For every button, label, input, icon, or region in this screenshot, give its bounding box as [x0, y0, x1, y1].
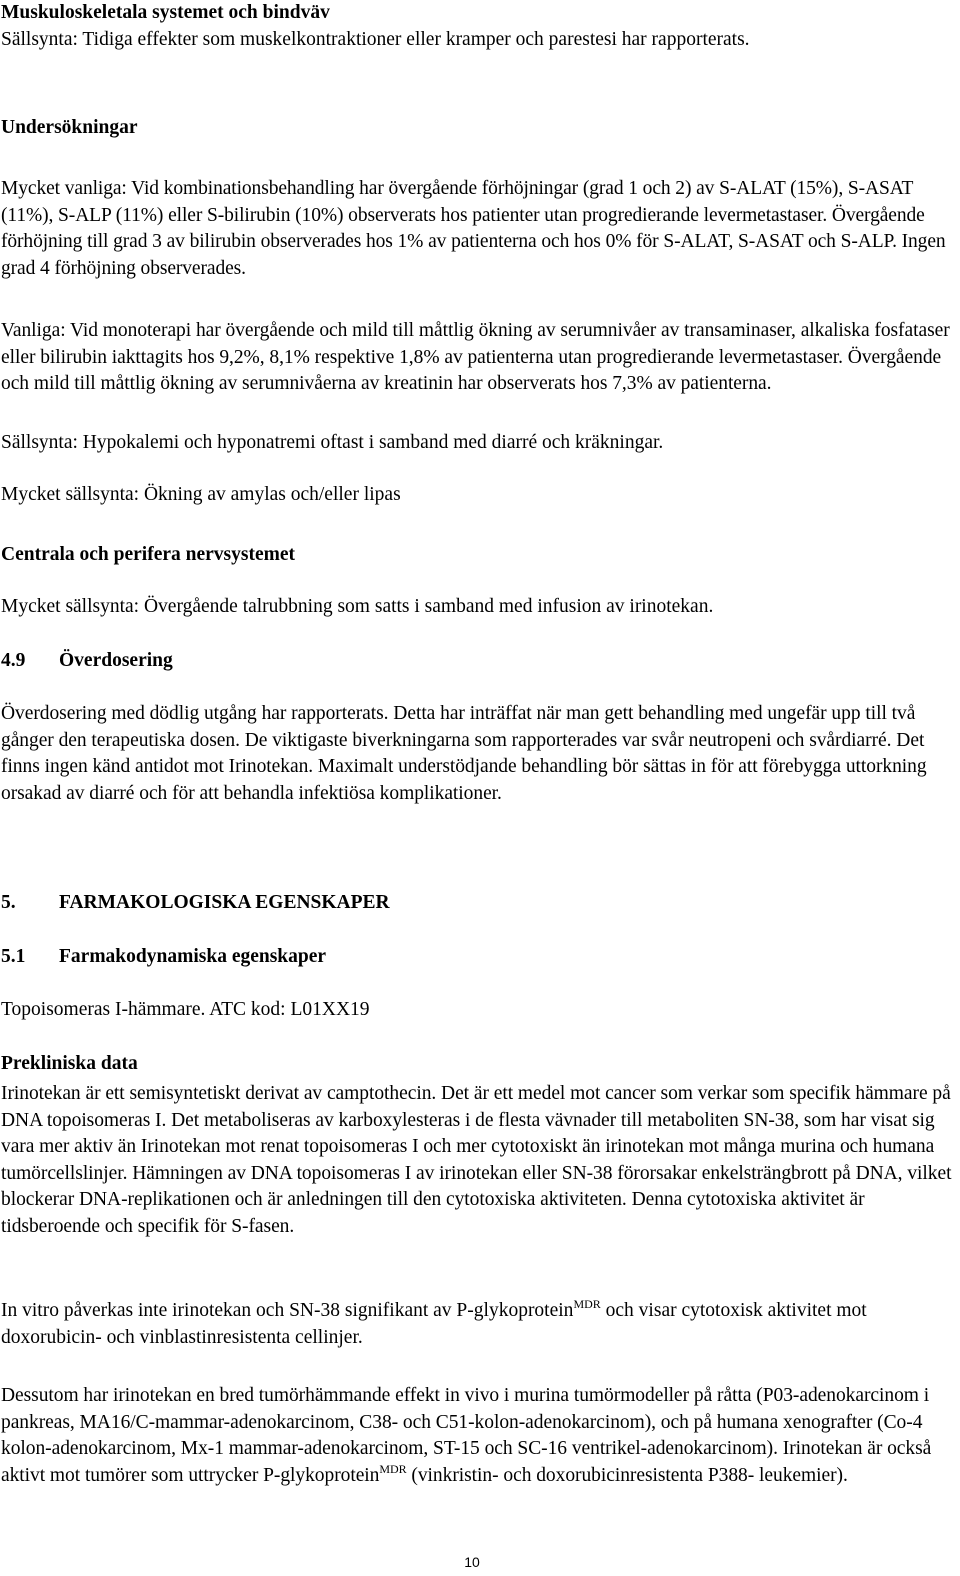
text-in-vivo-a: Dessutom har irinotekan en bred tumörhämmande effekt in vivo i murina tumörmodeller på råtta (P03-adenokarcinom i pankreas, MA16/C-mammar-adenokarcinom, C38- och C51-kolon-adenokarcinom), och på humana xenografter (Co-4 kolon-adenokarcinom, Mx-1 mammar-adenokarcinom, ST-15 och SC-16 ventrikel-adenokarcinom). Irinotekan är också aktivt mot tumörer som uttrycker P-glykoprotein: [1, 1385, 932, 1486]
text-in-vivo-b: (vinkristin- och doxorubicinresistenta P388- leukemier).: [406, 1464, 848, 1486]
paragraph-undersokningar-sallsynta: Sällsynta: Hypokalemi och hyponatremi oftast i samband med diarré och kräkningar.: [1, 432, 664, 453]
paragraph-muskuloskeletala-sallsynta: Sällsynta: Tidiga effekter som muskelkontraktioner eller kramper och parestesi har rapporterats.: [1, 29, 750, 50]
paragraph-undersokningar-vanliga: Vanliga: Vid monoterapi har övergående och mild till måttlig ökning av serumnivåer av transaminaser, alkaliska fosfataser eller bilirubin iakttagits hos 9,2%, 8,1% respektive 1,8% av patienterna utan progredierande levermetastaser. Övergående och mild till måttlig ökning av serumnivåerna av kreatinin har observerats hos 7,3% av patienterna.: [1, 320, 950, 394]
paragraph-undersokningar-mycket-vanliga: Mycket vanliga: Vid kombinationsbehandling har övergående förhöjningar (grad 1 och 2) av S-ALAT (15%), S-ASAT (11%), S-ALP (11%) eller S-bilirubin (10%) observerats hos patienter utan progredierande levermetastaser. Övergående förhöjning till grad 3 av bilirubin observerades hos 1% av patienterna och hos 0% för S-ALAT, S-ASAT och S-ALP. Ingen grad 4 förhöjning observerades.: [1, 178, 946, 279]
section-title: Överdosering: [59, 650, 173, 671]
paragraph-prekliniska-in-vitro: [1, 1298, 959, 1351]
heading-prekliniska-data: Prekliniska data: [1, 1053, 138, 1074]
section-heading-4-9: [1, 648, 959, 675]
text-in-vitro-a: In vitro påverkas inte irinotekan och SN-38 signifikant av P-glykoprotein: [1, 1300, 574, 1321]
superscript-mdr: MDR: [379, 1461, 407, 1476]
paragraph-prekliniska-in-vivo: [1, 1383, 959, 1489]
section-title: Farmakodynamiska egenskaper: [59, 946, 327, 967]
paragraph-atc-kod: Topoisomeras I-hämmare. ATC kod: L01XX19: [1, 999, 370, 1020]
section-title: FARMAKOLOGISKA EGENSKAPER: [59, 892, 390, 913]
section-heading-5: [1, 890, 959, 917]
heading-undersokningar: Undersökningar: [1, 117, 138, 138]
heading-muskuloskeletala: Muskuloskeletala systemet och bindväv: [1, 2, 330, 23]
section-number: 5.: [1, 892, 16, 913]
paragraph-nervsystemet: Mycket sällsynta: Övergående talrubbning som satts i samband med infusion av irinotekan.: [1, 596, 714, 617]
superscript-mdr: MDR: [573, 1297, 601, 1311]
paragraph-undersokningar-mycket-sallsynta: Mycket sällsynta: Ökning av amylas och/eller lipas: [1, 484, 401, 505]
section-number: 4.9: [1, 650, 26, 671]
paragraph-overdosering: Överdosering med dödlig utgång har rapporterats. Detta har inträffat när man gett behandling med ungefär upp till två gånger den terapeutiska dosen. De viktigaste biverkningarna som rapporterades var svår neutropeni och svårdiarré. Det finns ingen känd antidot mot Irinotekan. Maximalt understödjande behandling bör sättas in för att förebygga uttorkning orsakad av diarré och för att behandla infektiösa komplikationer.: [1, 703, 927, 804]
section-number: 5.1: [1, 946, 26, 967]
page-number: 10: [464, 1554, 480, 1570]
paragraph-prekliniska-1: Irinotekan är ett semisyntetiskt derivat av camptothecin. Det är ett medel mot cancer som verkar som specifik hämmare på DNA topoisomeras I. Det metaboliseras av karboxylesteras i de flesta vävnader till metaboliten SN-38, som har visat sig vara mer aktiv än Irinotekan mot renat topoisomeras I och mer cytotoxiskt än irinotekan mot många murina och humana tumörcellslinjer. Hämningen av DNA topoisomeras I av irinotekan eller SN-38 förorsakar enkelsträngbrott på DNA, vilket blockerar DNA-replikationen och är anledningen till den cytotoxiska aktiviteten. Denna cytotoxiska aktivitet är tidsberoende och specifik för S-fasen.: [1, 1083, 952, 1237]
text-in-vitro-b: och visar cytotoxisk aktivitet mot doxorubicin- och vinblastinresistenta cellinjer.: [1, 1300, 867, 1348]
heading-nervsystemet: Centrala och perifera nervsystemet: [1, 544, 296, 565]
section-heading-5-1: [1, 944, 959, 971]
